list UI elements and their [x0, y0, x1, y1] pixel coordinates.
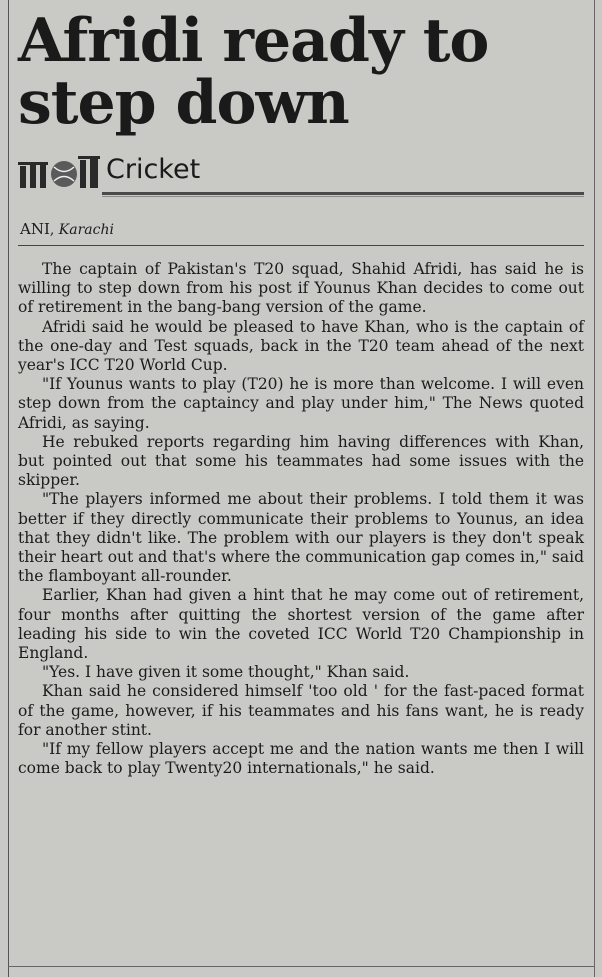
paragraph: The captain of Pakistan's T20 squad, Shahid Afridi, has said he is willing to step down from his post if Younus Khan decides to come out of retirement in the bang-bang version of the game. [18, 260, 584, 317]
paragraph: Earlier, Khan had given a hint that he may come out of retirement, four months after quitting the shortest version of the game after leading his side to win the coveted ICC World T20 Championship in England. [18, 586, 584, 663]
page-edge-left [8, 0, 9, 977]
paragraph: "Yes. I have given it some thought," Khan said. [42, 663, 410, 682]
article-body [18, 260, 584, 778]
news-article [18, 6, 584, 778]
bottom-rule [8, 966, 594, 967]
paragraph: "If my fellow players accept me and the nation wants me then I will come back to play Twenty20 internationals," he said. [18, 740, 584, 778]
paragraph: He rebuked reports regarding him having differences with Khan, but pointed out that some his teammates had some issues with the skipper. [18, 432, 584, 490]
paragraph: Khan said he considered himself 'too old ' for the fast-paced format of the game, however, if his teammates and his fans want, he is ready for another stint. [18, 682, 584, 739]
section-rule [102, 192, 584, 195]
paragraph: "If Younus wants to play (T20) he is more than welcome. I will even step down from the captaincy and play under him," The News quoted Afridi, as saying. [18, 375, 584, 432]
byline-agency: ANI [20, 220, 50, 238]
page-edge-right [594, 0, 595, 977]
byline: ANI, Karachi [18, 220, 584, 246]
paragraph: "The players informed me about their problems. I told them it was better if they directly communicate their problems to Younus, an idea that they didn't like. The problem with our players is they don't speak their heart out and that's where the communication gap comes in," said the flamboyant all-rounder. [18, 490, 584, 586]
section-rule-thin [102, 196, 584, 197]
paragraph: Afridi said he would be pleased to have Khan, who is the captain of the one-day and Test squads, back in the T20 team ahead of the next year's ICC T20 World Cup. [18, 317, 584, 375]
cricket-ball-stumps-icon [18, 152, 102, 190]
headline: Afridi ready to step down [18, 6, 489, 138]
section-header [18, 148, 584, 198]
section-label: Cricket [106, 154, 201, 185]
byline-place: Karachi [58, 222, 114, 238]
byline-rule [18, 245, 584, 246]
